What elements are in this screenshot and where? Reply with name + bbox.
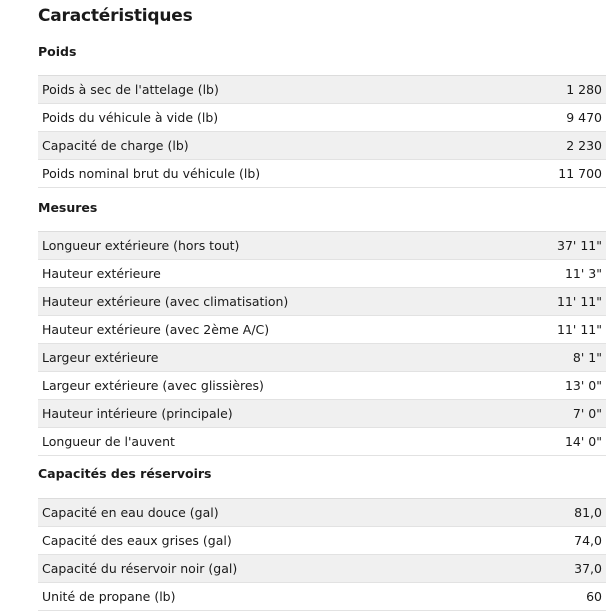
table-row: [38, 583, 606, 611]
spec-label: Largeur extérieure (avec glissières): [42, 378, 264, 393]
spec-label: Unité de propane (lb): [42, 589, 176, 604]
table-row: [38, 160, 606, 188]
spec-label: Hauteur intérieure (principale): [42, 406, 233, 421]
spec-value: 60: [586, 589, 602, 604]
spec-label: Longueur de l'auvent: [42, 434, 175, 449]
spec-label: Capacité du réservoir noir (gal): [42, 561, 238, 576]
table-row: [38, 555, 606, 583]
table-row: [38, 232, 606, 260]
spec-value: 1 280: [566, 82, 602, 97]
table-row: [38, 344, 606, 372]
section-title-weights: Poids: [38, 44, 77, 59]
table-row: [38, 288, 606, 316]
spec-label: Hauteur extérieure (avec 2ème A/C): [42, 322, 270, 337]
table-row: [38, 400, 606, 428]
section-title-tank-capacities: Capacités des réservoirs: [38, 466, 212, 481]
spec-value: 13' 0": [564, 378, 602, 393]
table-row: [38, 104, 606, 132]
table-row: [38, 260, 606, 288]
table-row: [38, 527, 606, 555]
spec-label: Capacité en eau douce (gal): [42, 505, 219, 520]
spec-value: 2 230: [566, 138, 602, 153]
spec-value: 11' 11": [557, 294, 602, 309]
table-row: [38, 499, 606, 527]
table-row: [38, 76, 606, 104]
spec-value: 11' 11": [557, 322, 602, 337]
tank-capacities-table: [38, 498, 606, 611]
spec-label: Poids nominal brut du véhicule (lb): [42, 166, 261, 181]
table-row: [38, 428, 606, 456]
spec-value: 9 470: [566, 110, 602, 125]
spec-value: 11' 3": [564, 266, 602, 281]
weights-table: [38, 75, 606, 188]
page-title: Caractéristiques: [38, 6, 193, 26]
spec-label: Largeur extérieure: [42, 350, 159, 365]
spec-label: Hauteur extérieure (avec climatisation): [42, 294, 289, 309]
measurements-table: [38, 231, 606, 456]
spec-value: 8' 1": [572, 350, 602, 365]
spec-value: 14' 0": [564, 434, 602, 449]
spec-label: Hauteur extérieure: [42, 266, 161, 281]
spec-label: Capacité de charge (lb): [42, 138, 189, 153]
table-row: [38, 316, 606, 344]
spec-label: Capacité des eaux grises (gal): [42, 533, 232, 548]
section-title-measurements: Mesures: [38, 200, 98, 215]
spec-value: 37,0: [574, 561, 602, 576]
spec-value: 7' 0": [572, 406, 602, 421]
spec-label: Poids à sec de l'attelage (lb): [42, 82, 219, 97]
spec-label: Poids du véhicule à vide (lb): [42, 110, 219, 125]
spec-value: 74,0: [574, 533, 602, 548]
spec-value: 11 700: [558, 166, 602, 181]
spec-value: 37' 11": [557, 238, 602, 253]
table-row: [38, 372, 606, 400]
table-row: [38, 132, 606, 160]
spec-label: Longueur extérieure (hors tout): [42, 238, 240, 253]
spec-value: 81,0: [574, 505, 602, 520]
